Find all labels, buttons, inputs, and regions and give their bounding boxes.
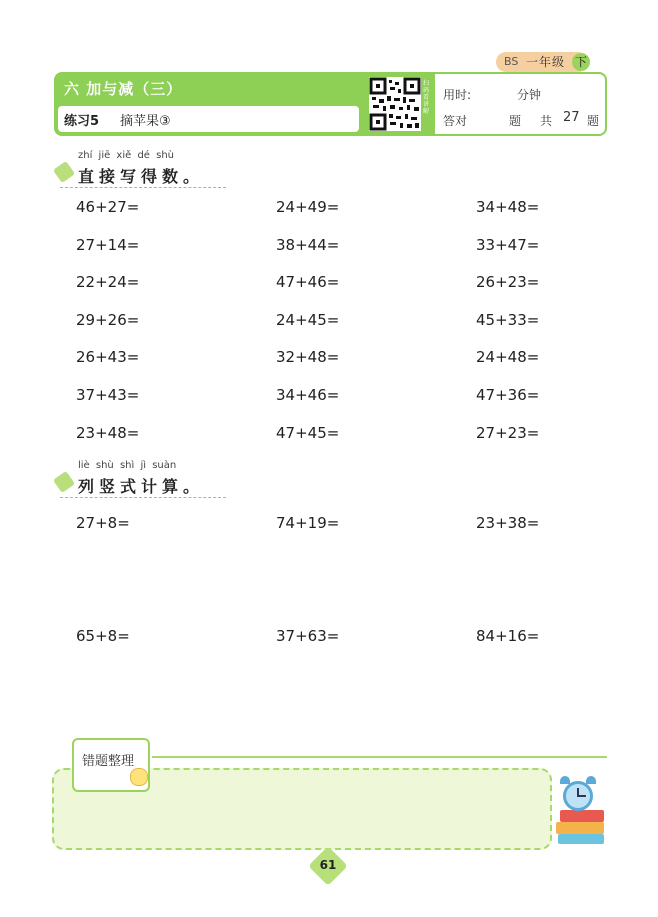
section-direct-calc xyxy=(56,150,226,190)
math-problem: 24+48= xyxy=(476,348,540,367)
math-problem: 47+36= xyxy=(476,386,540,404)
math-problem: 24+45= xyxy=(276,310,340,329)
grade-label: 一年级 xyxy=(526,55,566,69)
divider xyxy=(60,187,226,188)
math-problem: 22+24= xyxy=(76,273,140,292)
lesson-bar xyxy=(58,106,359,132)
pencil-icon xyxy=(53,161,75,183)
qr-panel xyxy=(363,72,435,136)
lightbulb-icon xyxy=(130,768,148,786)
math-problem: 37+43= xyxy=(76,386,140,404)
math-problem: 23+48= xyxy=(76,423,140,442)
book-icon xyxy=(560,810,604,822)
section-vertical-calc xyxy=(56,460,226,500)
time-unit: 分钟 xyxy=(517,88,542,102)
math-problem: 47+46= xyxy=(276,273,340,292)
review-label: 错题整理 xyxy=(82,754,135,769)
math-problem: 84+16= xyxy=(476,627,540,645)
page-number: 61 xyxy=(319,858,337,872)
question-unit-total: 题 xyxy=(587,114,600,128)
section2-title: 列竖式计算。 xyxy=(78,477,205,496)
math-problem: 37+63= xyxy=(276,627,340,645)
book-icon xyxy=(556,822,604,834)
math-problem: 47+45= xyxy=(276,423,340,442)
unit-header xyxy=(54,72,363,136)
lesson-name: 摘苹果③ xyxy=(120,114,171,129)
math-problem: 38+44= xyxy=(276,235,340,254)
math-problem: 34+48= xyxy=(476,198,540,216)
clock-bell-icon xyxy=(586,776,596,784)
math-problem: 27+23= xyxy=(476,423,540,442)
qr-code-icon[interactable] xyxy=(369,77,421,131)
record-panel xyxy=(435,72,607,136)
question-unit: 题 xyxy=(509,114,522,128)
math-problem: 45+33= xyxy=(476,310,540,329)
divider xyxy=(60,497,226,498)
math-problem: 24+49= xyxy=(276,198,340,216)
unit-title: 六 加与减（三） xyxy=(64,80,183,98)
clock-hand xyxy=(578,795,586,797)
total-count: 27 xyxy=(563,110,580,125)
book-icon xyxy=(558,834,604,844)
total-label: 共 xyxy=(540,114,553,128)
math-problem: 27+8= xyxy=(76,514,130,532)
qr-caption: 扫码看讲解 xyxy=(423,80,430,115)
section2-pinyin: liè shù shì jì suàn xyxy=(78,460,177,471)
volume-label: 下 xyxy=(572,53,590,71)
correct-label: 答对 xyxy=(443,114,468,128)
lesson-number: 练习5 xyxy=(64,114,100,129)
review-divider xyxy=(152,756,607,758)
math-problem: 27+14= xyxy=(76,235,140,254)
math-problem: 34+46= xyxy=(276,386,340,404)
math-problem: 74+19= xyxy=(276,514,340,532)
series-label: BS xyxy=(504,55,519,68)
math-problem: 32+48= xyxy=(276,348,340,367)
pencil-icon xyxy=(53,471,75,493)
section1-pinyin: zhí jiē xiě dé shù xyxy=(78,150,175,161)
grade-badge xyxy=(496,52,588,72)
math-problem: 29+26= xyxy=(76,310,140,329)
math-problem: 26+23= xyxy=(476,273,540,292)
math-problem: 23+38= xyxy=(476,514,540,532)
math-problem: 33+47= xyxy=(476,235,540,254)
math-problem: 65+8= xyxy=(76,627,130,645)
math-problem: 46+27= xyxy=(76,198,140,216)
math-problem: 26+43= xyxy=(76,348,140,367)
time-label: 用时: xyxy=(443,88,472,102)
section1-title: 直接写得数。 xyxy=(78,167,205,186)
